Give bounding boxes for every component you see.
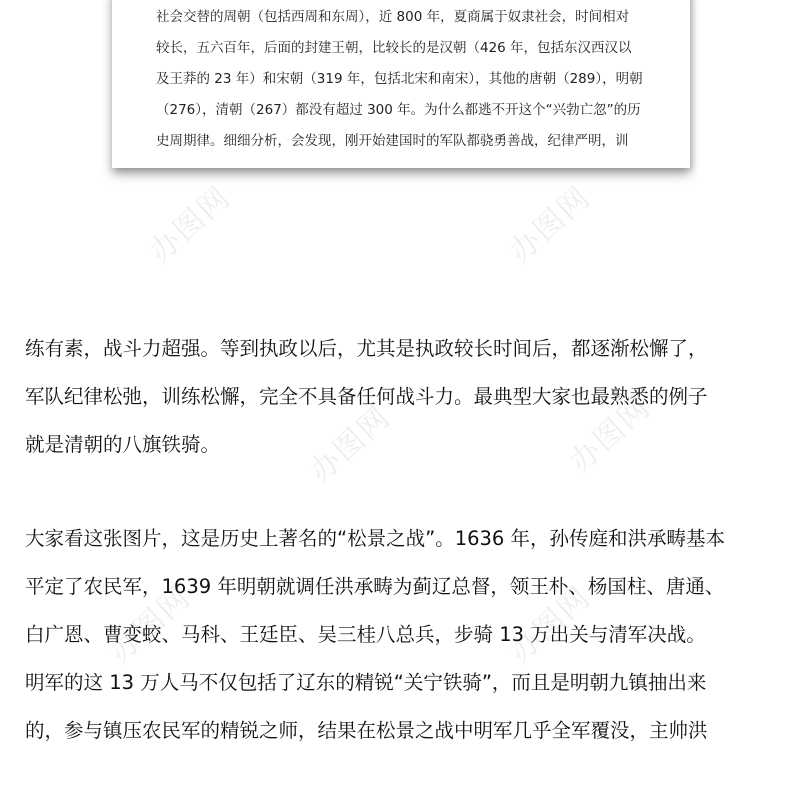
text-line: 大家看这张图片，这是历史上著名的“松景之战”。1636 年，孙传庭和洪承畴基本	[25, 527, 726, 550]
text-line: 的，参与镇压农民军的精锐之师，结果在松景之战中明军几乎全军覆没，主帅洪	[25, 719, 708, 742]
watermark: 办图网	[562, 389, 658, 480]
watermark: 办图网	[502, 179, 598, 270]
watermark: 办图网	[102, 579, 198, 670]
text-line: 明军的这 13 万人马不仅包括了辽东的精锐“关宁铁骑”，而且是明朝九镇抽出来	[25, 671, 707, 694]
slide-card	[112, 0, 690, 168]
card-line: 社会交替的周朝（包括西周和东周），近 800 年，夏商属于奴隶社会，时间相对	[156, 9, 630, 25]
slide-card-text	[156, 2, 660, 157]
watermark: 办图网	[302, 399, 398, 490]
watermark: 办图网	[502, 579, 598, 670]
text-line: 就是清朝的八旗铁骑。	[25, 433, 221, 456]
text-line: 练有素，战斗力超强。等到执政以后，尤其是执政较长时间后，都逐渐松懈了，	[25, 337, 708, 360]
card-line: 较长，五六百年，后面的封建王朝，比较长的是汉朝（426 年，包括东汉西汉以	[156, 40, 632, 56]
text-line: 平定了农民军，1639 年明朝就调任洪承畴为蓟辽总督，领王朴、杨国柱、唐通、	[25, 575, 725, 598]
paragraph	[25, 515, 785, 755]
paragraph	[25, 325, 785, 469]
watermark: 办图网	[142, 179, 238, 270]
document-body	[25, 325, 785, 755]
card-line: （276），清朝（267）都没有超过 300 年。为什么都逃不开这个“兴勃亡忽”的历	[156, 102, 641, 118]
card-line: 及王莽的 23 年）和宋朝（319 年，包括北宋和南宋），其他的唐朝（289），明朝	[156, 71, 643, 87]
card-line: 史周期律。细细分析，会发现，刚开始建国时的军队都骁勇善战，纪律严明，训	[156, 133, 629, 149]
text-line: 白广恩、曹变蛟、马科、王廷臣、吴三桂八总兵，步骑 13 万出关与清军决战。	[25, 623, 706, 646]
text-line: 军队纪律松弛，训练松懈，完全不具备任何战斗力。最典型大家也最熟悉的例子	[25, 385, 708, 408]
